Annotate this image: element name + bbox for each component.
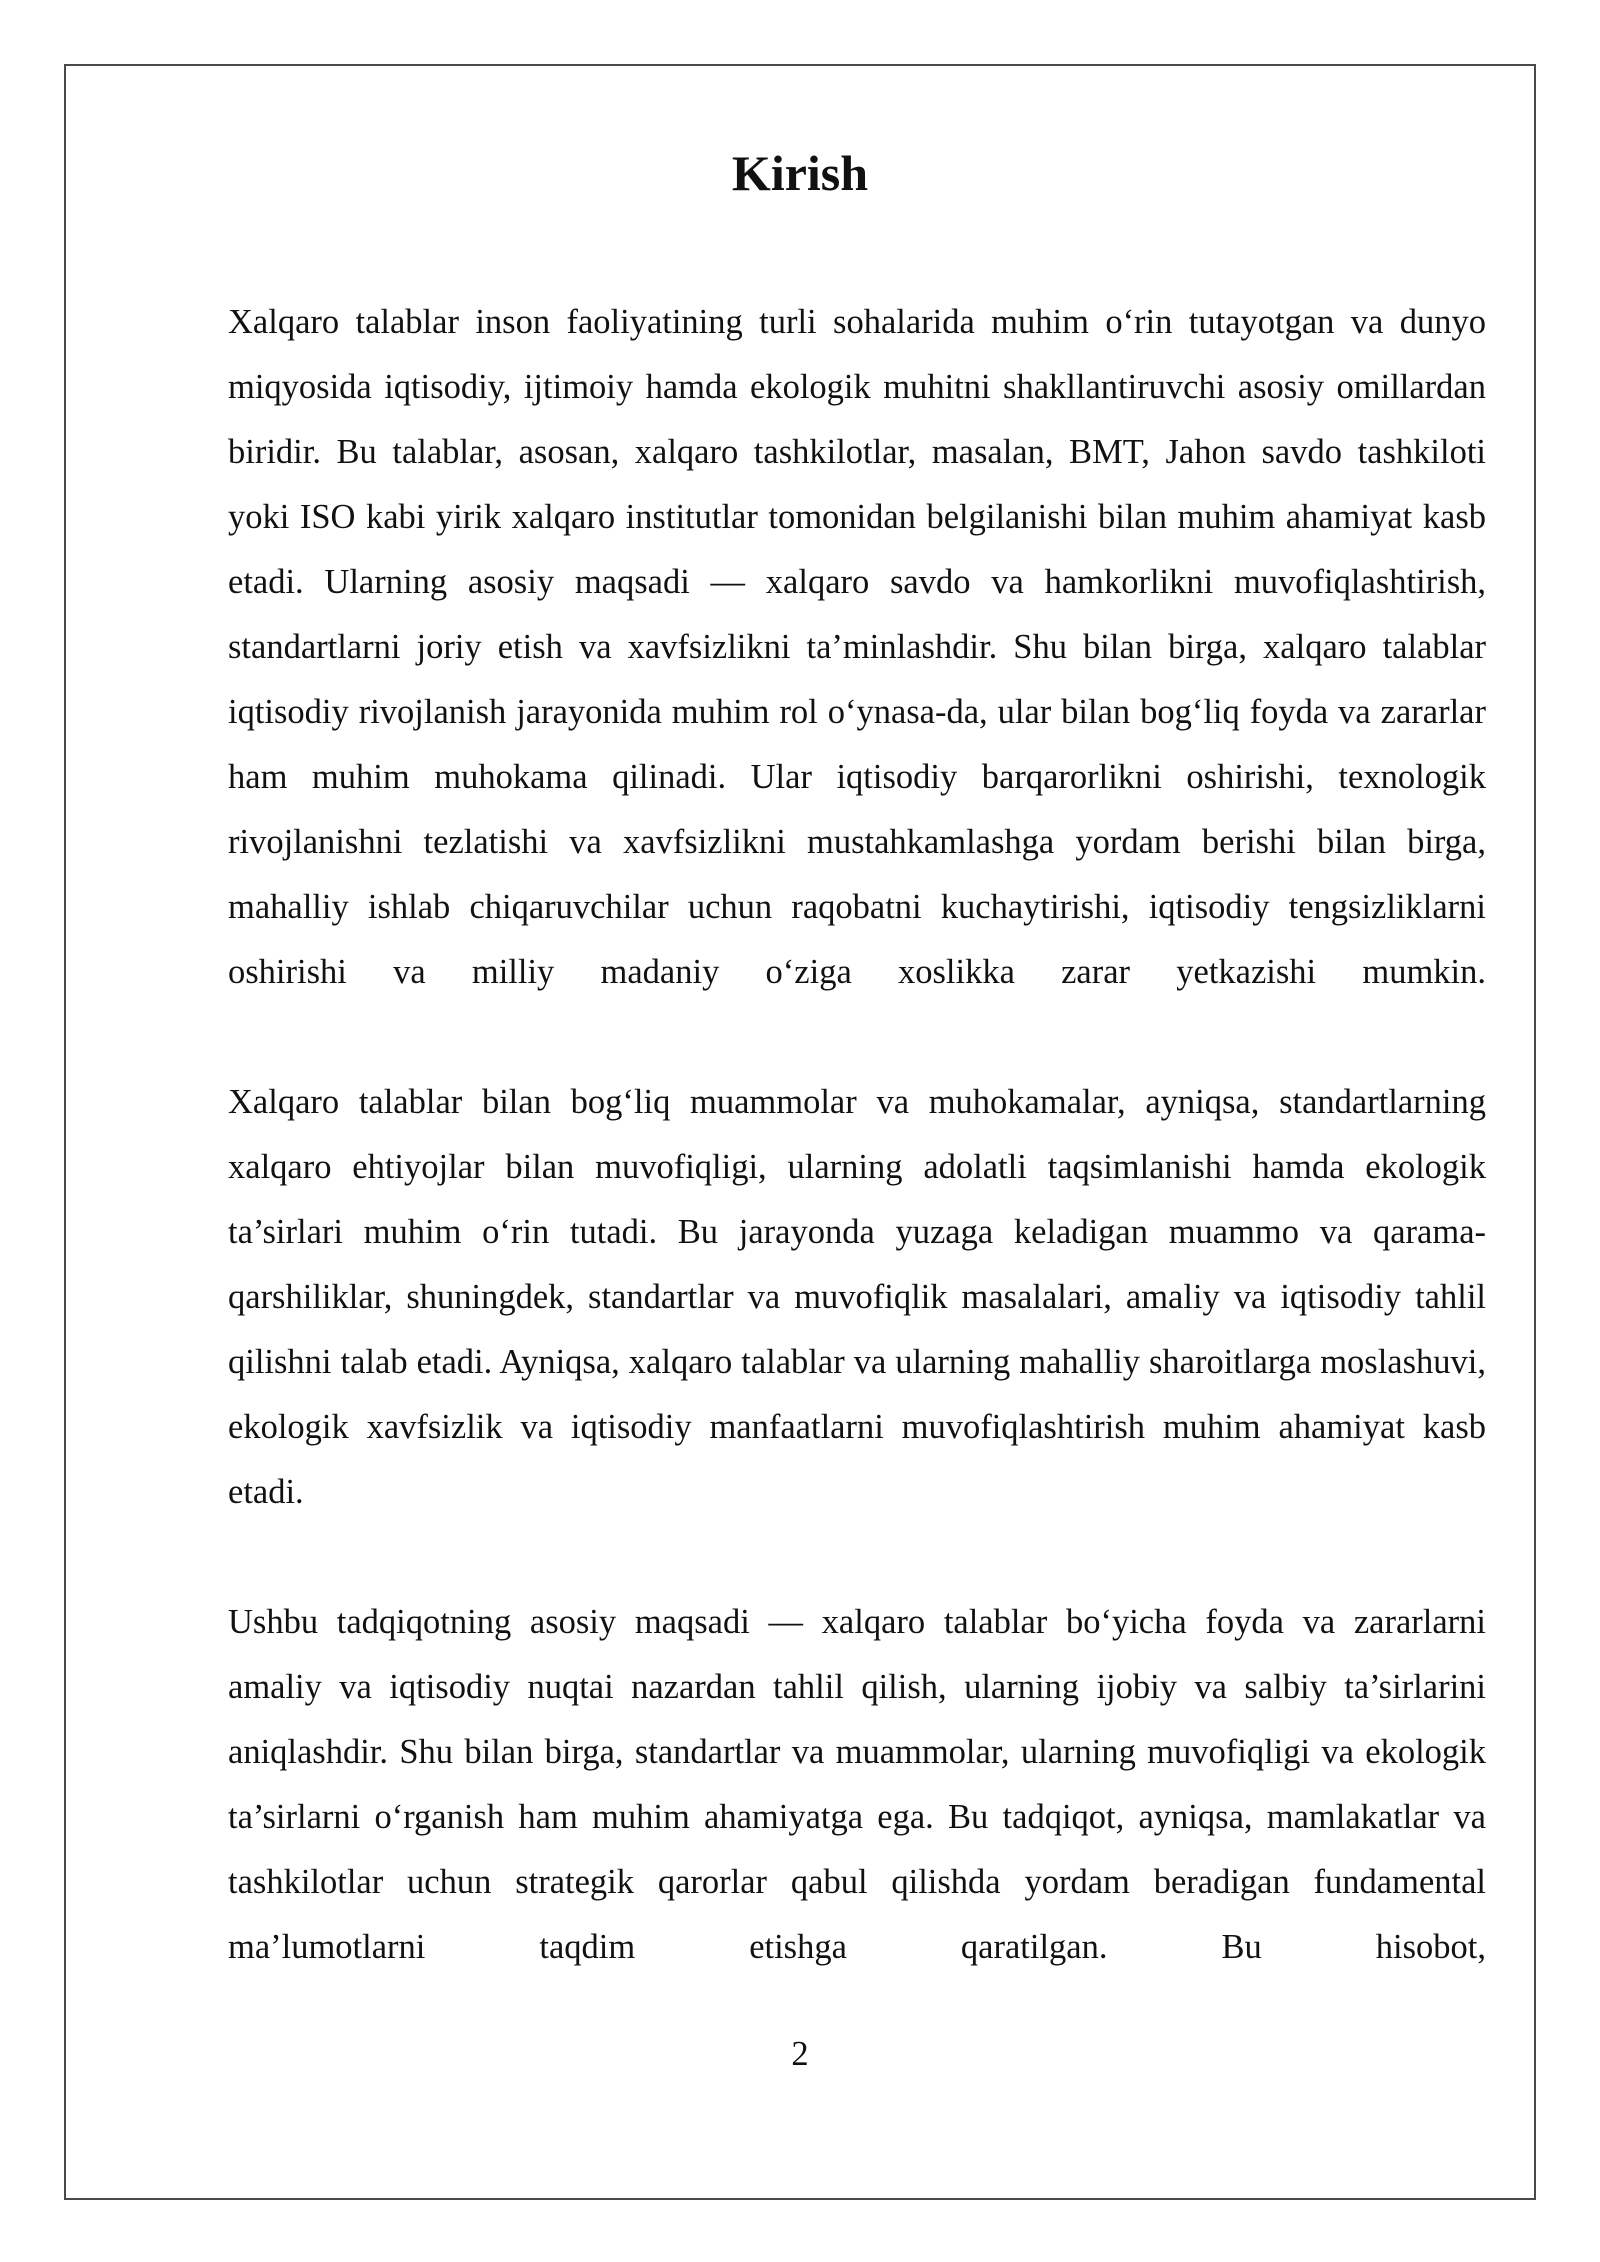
paragraph-1: Xalqaro talablar inson faoliyatining turli sohalarida muhim o‘rin tutayotgan va dunyo miqyosida iqtisodiy, ijtimoiy hamda ekologik muhitni shakllantiruvchi asosiy omillardan biridir. Bu talablar, asosan, xalqaro tashkilotlar, masalan, BMT, Jahon savdo tashkiloti yoki ISO kabi yirik xalqaro institutlar tomonidan belgilanishi bilan muhim ahamiyat kasb etadi. Ularning asosiy maqsadi — xalqaro savdo va hamkorlikni muvofiqlashtirish, standartlarni joriy etish va xavfsizlikni ta’minlashdir. Shu bilan birga, xalqaro talablar iqtisodiy rivojlanish jarayonida muhim rol o‘ynasa-da, ular bilan bog‘liq foyda va zararlar ham muhim muhokama qilinadi. Ular iqtisodiy barqarorlikni oshirishi, texnologik rivojlanishni tezlatishi va xavfsizlikni mustahkamlashga yordam berishi bilan birga, mahalliy ishlab chiqaruvchilar uchun raqobatni kuchaytirishi, iqtisodiy tengsizliklarni oshirishi va milliy madaniy o‘ziga xoslikka zarar yetkazishi mumkin. (228, 303, 1486, 991)
page-number: 2 (791, 2035, 809, 2073)
document-body (228, 290, 1486, 1980)
paragraph-2: Xalqaro talablar bilan bog‘liq muammolar va muhokamalar, ayniqsa, standartlarning xalqaro ehtiyojlar bilan muvofiqligi, ularning adolatli taqsimlanishi hamda ekologik ta’sirlari muhim o‘rin tutadi. Bu jarayonda yuzaga keladigan muammo va qarama-qarshiliklar, shuningdek, standartlar va muvofiqlik masalalari, amaliy va iqtisodiy tahlil qilishni talab etadi. Ayniqsa, xalqaro talablar va ularning mahalliy sharoitlarga moslashuvi, ekologik xavfsizlik va iqtisodiy manfaatlarni muvofiqlashtirish muhim ahamiyat kasb etadi. (228, 1083, 1486, 1511)
paragraph-3: Ushbu tadqiqotning asosiy maqsadi — xalqaro talablar bo‘yicha foyda va zararlarni amaliy va iqtisodiy nuqtai nazardan tahlil qilish, ularning ijobiy va salbiy ta’sirlarini aniqlashdir. Shu bilan birga, standartlar va muammolar, ularning muvofiqligi va ekologik ta’sirlarni o‘rganish ham muhim ahamiyatga ega. Bu tadqiqot, ayniqsa, mamlakatlar va tashkilotlar uchun strategik qarorlar qabul qilishda yordam beradigan fundamental ma’lumotlarni taqdim etishga qaratilgan. Bu hisobot, (228, 1603, 1486, 1966)
page-title: Kirish (731, 145, 869, 201)
